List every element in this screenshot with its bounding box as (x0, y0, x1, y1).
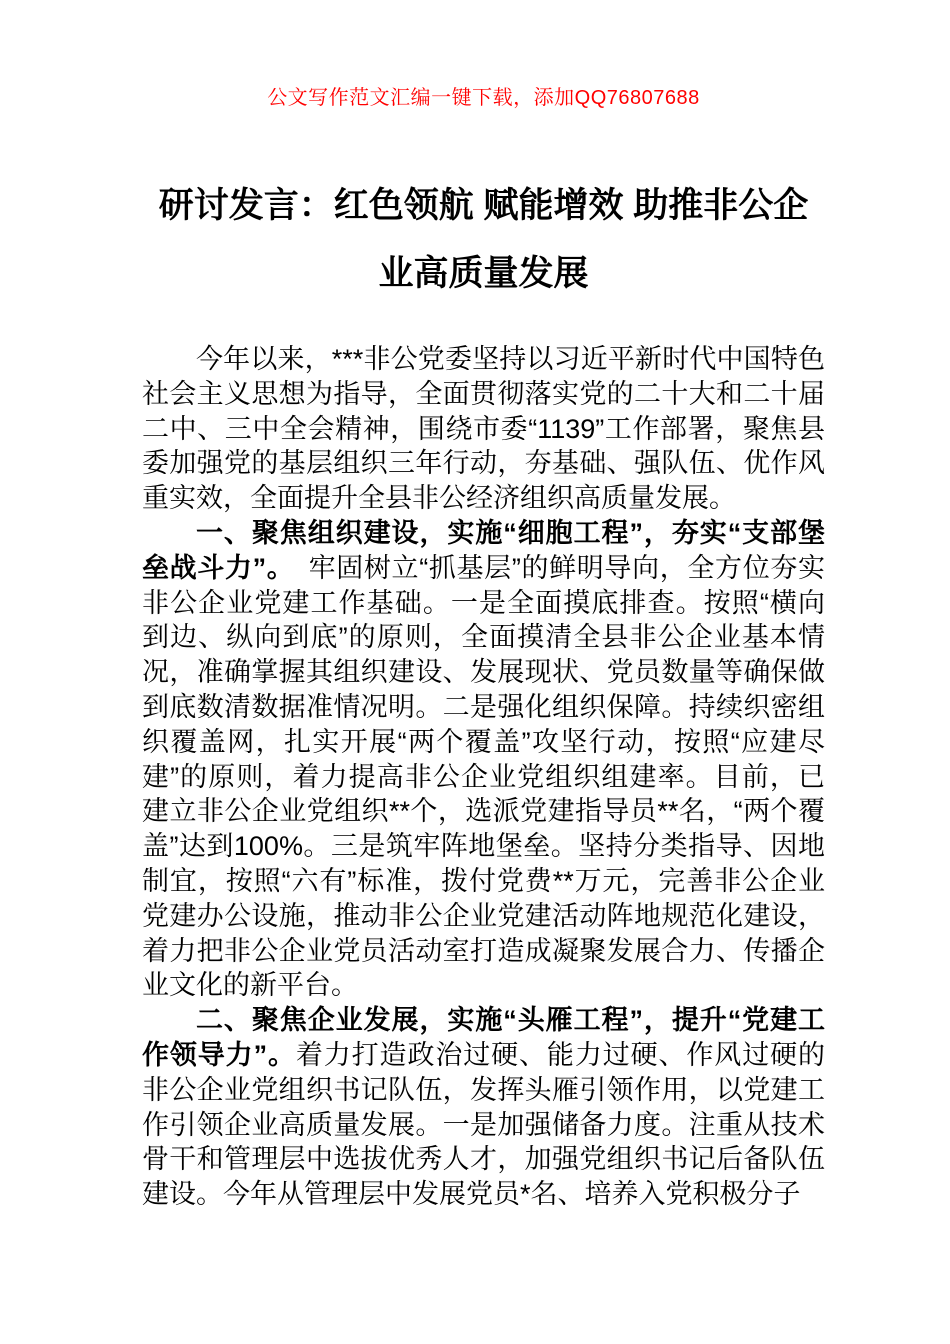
paragraph-text-run: 牢固树立“抓基层”的鲜明导向，全方位夯实非公企业党建工作基础。一是全面摸底排查。按照“横向到边、纵向到底”的原则，全面摸清全县非公企业基本情况，准确掌握其组织建设、发展现状、党员数量等确保做到底数清数据准情况明。二是强化组织保障。持续织密组织覆盖网，扎实开展“两个覆盖”攻坚行动，按照“应建尽建”的原则，着力提高非公企业党组织组建率。目前，已建立非公企业党组织**个，选派党建指导员**名，“两个覆盖”达到100%。三是筑牢阵地堡垒。坚持分类指导、因地制宜，按照“六有”标准，拨付党费**万元，完善非公企业党建办公设施，推动非公企业党建活动阵地规范化建设，着力把非公企业党员活动室打造成凝聚发展合力、传播企业文化的新平台。 (142, 552, 826, 1001)
paragraph (142, 342, 825, 516)
paragraph (142, 516, 825, 1003)
paragraph-text-run: 着力打造政治过硬、能力过硬、作风过硬的非公企业党组织书记队伍，发挥头雁引领作用，以党建工作引领企业高质量发展。一是加强储备力度。注重从技术骨干和管理层中选拔优秀人才，加强党组织书记后备队伍建设。今年从管理层中发展党员*名、培养入党积极分子 (142, 1039, 825, 1210)
document-title-line-1: 研讨发言：红色领航 赋能增效 助推非公企 (158, 186, 809, 225)
download-notice: 公文写作范文汇编一键下载，添加QQ76807688 (267, 87, 700, 109)
paragraph (142, 1003, 825, 1212)
document-title-line-2: 业高质量发展 (378, 254, 589, 293)
document-title (142, 172, 825, 308)
document-body (142, 342, 825, 1212)
paragraph-heading-run: 一、聚焦组织建设，实施“细胞工程”，夯实“支部堡垒战斗力”。 (142, 517, 825, 583)
paragraph-text-run: 今年以来，***非公党委坚持以习近平新时代中国特色社会主义思想为指导，全面贯彻落实党的二十大和二十届二中、三中全会精神，围绕市委“1139”工作部署，聚焦县委加强党的基层组织三年行动，夯基础、强队伍、优作风重实效，全面提升全县非公经济组织高质量发展。 (142, 344, 825, 514)
paragraph-heading-run: 二、聚焦企业发展，实施“头雁工程”，提升“党建工作领导力”。 (142, 1005, 825, 1070)
